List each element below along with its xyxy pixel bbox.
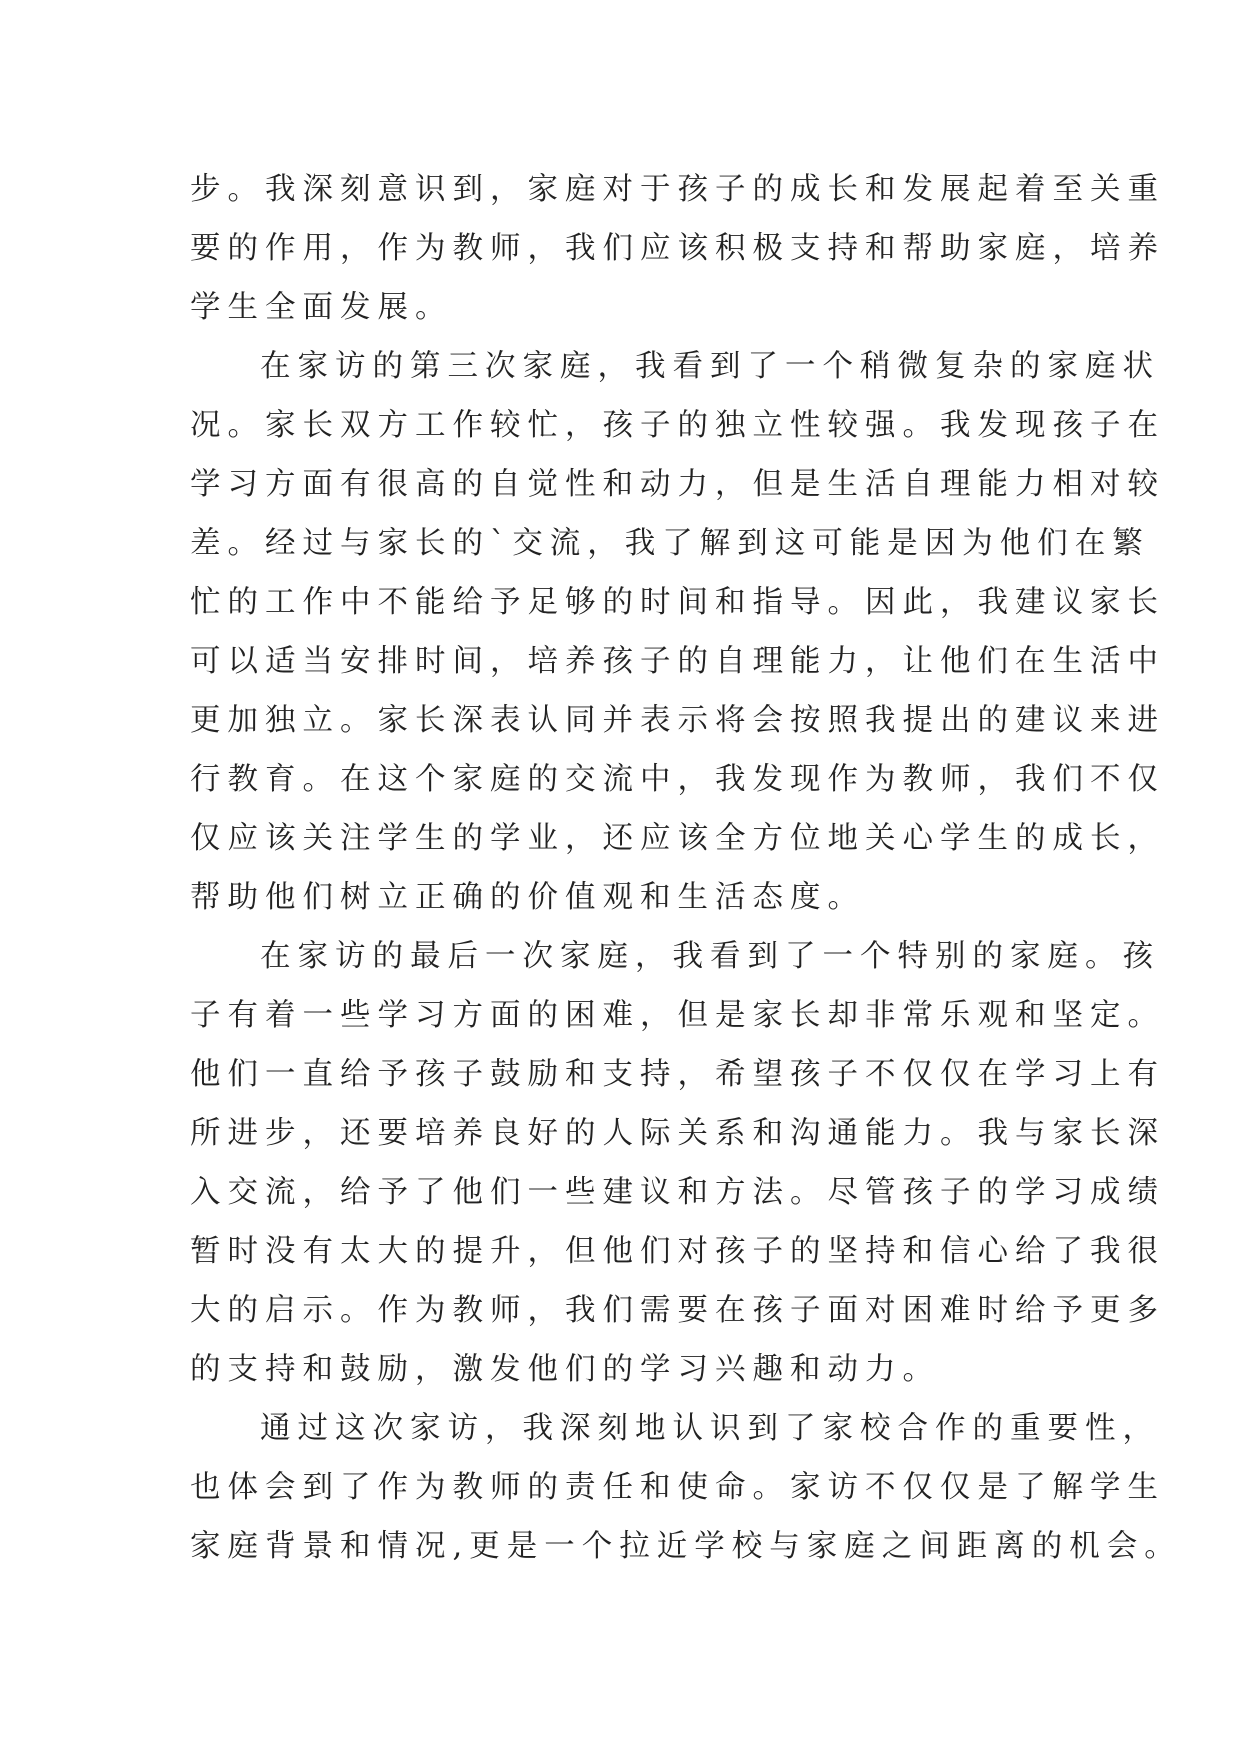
- text-line: 更加独立。家长深表认同并表示将会按照我提出的建议来进: [190, 703, 1165, 738]
- text-line: 况。家长双方工作较忙，孩子的独立性较强。我发现孩子在: [190, 408, 1165, 443]
- text-line: 也体会到了作为教师的责任和使命。家访不仅仅是了解学生: [190, 1470, 1165, 1505]
- text-line: 暂时没有太大的提升，但他们对孩子的坚持和信心给了我很: [190, 1234, 1165, 1269]
- paragraph-4: [190, 1399, 1182, 1576]
- text-line: 行教育。在这个家庭的交流中，我发现作为教师，我们不仅: [190, 762, 1165, 797]
- text-line: 帮助他们树立正确的价值观和生活态度。: [190, 880, 865, 915]
- text-line: 仅应该关注学生的学业，还应该全方位地关心学生的成长，: [190, 821, 1165, 856]
- text-line: 入交流，给予了他们一些建议和方法。尽管孩子的学习成绩: [190, 1175, 1165, 1210]
- document-body: [190, 160, 1182, 1576]
- text-line: 的支持和鼓励，激发他们的学习兴趣和动力。: [190, 1352, 940, 1387]
- text-line: 忙的工作中不能给予足够的时间和指导。因此，我建议家长: [190, 585, 1165, 620]
- paragraph-1: [190, 160, 1165, 337]
- text-line: 学生全面发展。: [190, 290, 453, 325]
- text-line: 差。经过与家长的`交流，我了解到这可能是因为他们在繁: [190, 526, 1150, 561]
- paragraph-3: [190, 927, 1165, 1399]
- paragraph-2: [190, 337, 1165, 927]
- text-line: 他们一直给予孩子鼓励和支持，希望孩子不仅仅在学习上有: [190, 1057, 1165, 1092]
- text-line: 在家访的第三次家庭，我看到了一个稍微复杂的家庭状: [260, 349, 1160, 384]
- text-line: 在家访的最后一次家庭，我看到了一个特别的家庭。孩: [260, 939, 1160, 974]
- text-line: 子有着一些学习方面的困难，但是家长却非常乐观和坚定。: [190, 998, 1165, 1033]
- text-line: 可以适当安排时间，培养孩子的自理能力，让他们在生活中: [190, 644, 1165, 679]
- text-line: 学习方面有很高的自觉性和动力，但是生活自理能力相对较: [190, 467, 1165, 502]
- text-line: 大的启示。作为教师，我们需要在孩子面对困难时给予更多: [190, 1293, 1165, 1328]
- text-line: 要的作用，作为教师，我们应该积极支持和帮助家庭，培养: [190, 231, 1165, 266]
- text-line: 步。我深刻意识到，家庭对于孩子的成长和发展起着至关重: [190, 172, 1165, 207]
- text-line: 通过这次家访，我深刻地认识到了家校合作的重要性，: [260, 1411, 1160, 1446]
- text-line: 所进步，还要培养良好的人际关系和沟通能力。我与家长深: [190, 1116, 1165, 1151]
- text-line: 家庭背景和情况,更是一个拉近学校与家庭之间距离的机会。: [190, 1529, 1182, 1564]
